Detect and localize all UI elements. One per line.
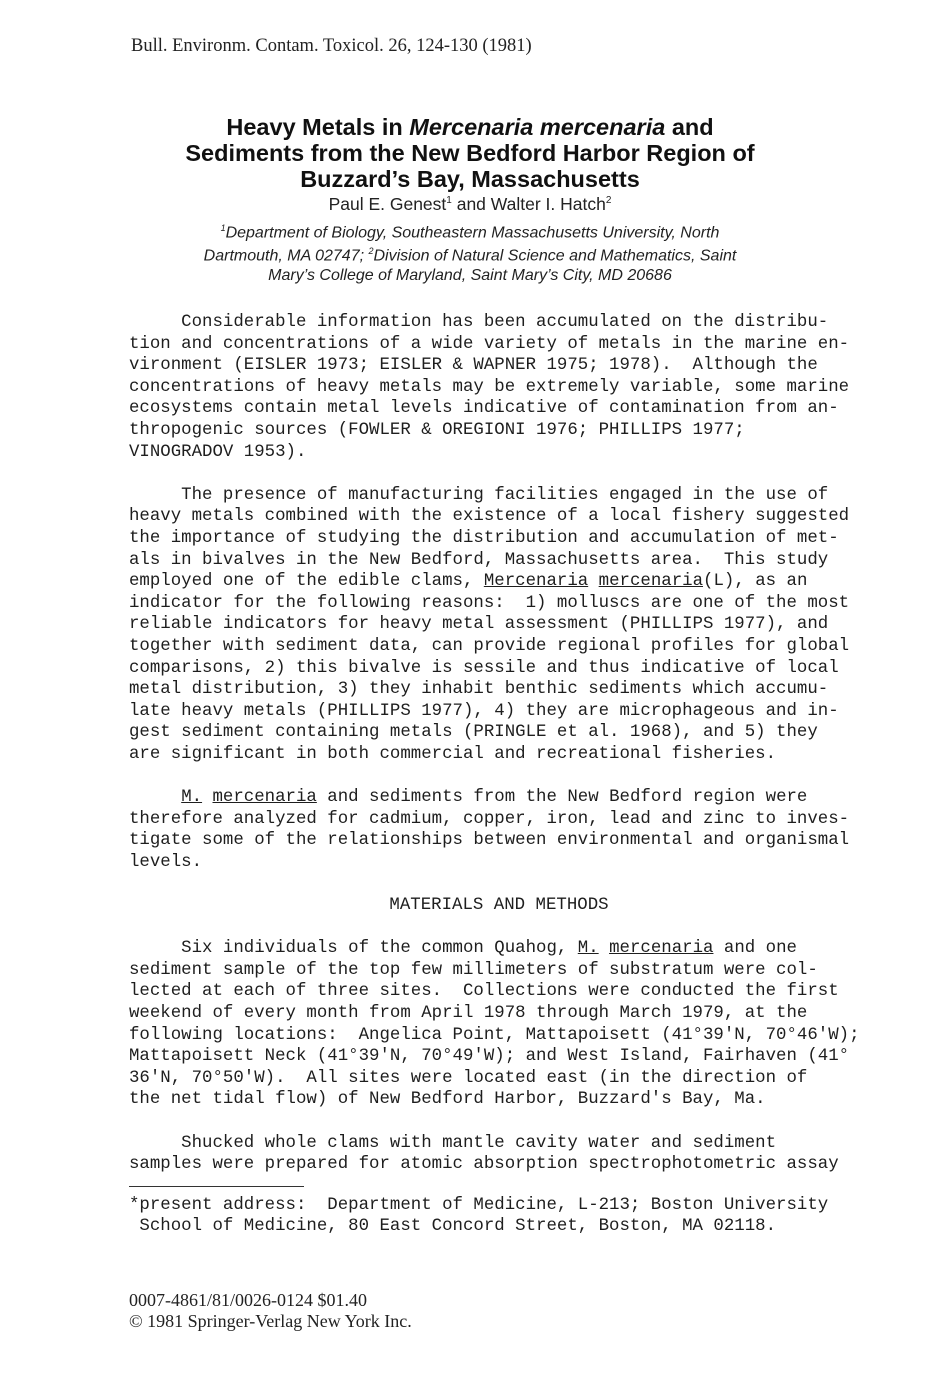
text-segment xyxy=(129,788,181,807)
text-line: heavy metals combined with the existence of a local fishery suggested xyxy=(129,507,850,527)
author-separator: and xyxy=(451,194,491,214)
text-line: Considerable information has been accumulated on the distribu- xyxy=(129,313,829,332)
author-name: Walter I. Hatch xyxy=(490,194,606,214)
author-affiliation-mark: 1 xyxy=(446,195,452,207)
text-segment xyxy=(599,939,609,958)
title-text: and xyxy=(665,114,714,140)
publication-code: 0007-4861/81/0026-0124 $01.40 xyxy=(129,1290,367,1310)
text-line: als in bivalves in the New Bedford, Massachusetts area. This study xyxy=(129,550,829,570)
text-segment: (L), as an xyxy=(703,572,808,592)
title-text: Heavy Metals in xyxy=(226,114,410,140)
text-line: late heavy metals (PHILLIPS 1977), 4) they are microphageous and in- xyxy=(129,701,839,721)
author-list xyxy=(100,194,840,215)
text-segment xyxy=(202,788,212,807)
text-segment: Six individuals of the common Quahog, xyxy=(129,939,578,959)
footnote xyxy=(129,1195,869,1238)
species-epithet: mercenaria xyxy=(212,788,317,808)
text-line: the net tidal flow) of New Bedford Harbor, Buzzard's Bay, Ma. xyxy=(129,1090,766,1110)
text-line xyxy=(129,938,869,960)
affiliation-text: Dartmouth, MA 02747; xyxy=(203,247,369,265)
article-body xyxy=(129,312,869,1238)
text-line: are significant in both commercial and recreational fisheries. xyxy=(129,744,777,764)
text-line: samples were prepared for atomic absorption spectrophotometric assay xyxy=(129,1155,839,1175)
text-line: metal distribution, 3) they inhabit benthic sediments which accumu- xyxy=(129,680,829,700)
title-species-name: Mercenaria mercenaria xyxy=(409,114,666,140)
paragraph-introduction-1 xyxy=(129,312,869,463)
text-segment: and sediments from the New Bedford region were xyxy=(316,788,808,808)
author-name: Paul E. Genest xyxy=(328,194,447,214)
affiliation-line: Mary’s College of Maryland, Saint Mary’s City, MD 20686 xyxy=(268,266,672,284)
text-line: VINOGRADOV 1953). xyxy=(129,442,307,462)
copyright-notice: © 1981 Springer-Verlag New York Inc. xyxy=(129,1311,412,1331)
text-line: The presence of manufacturing facilities engaged in the use of xyxy=(129,485,829,505)
text-line: following locations: Angelica Point, Mattapoisett (41°39'N, 70°46'W); xyxy=(129,1025,860,1045)
text-line: tion and concentrations of a wide variety of metals in the marine en- xyxy=(129,334,850,354)
title-line-3: Buzzard’s Bay, Massachusetts xyxy=(300,166,640,192)
text-line: Shucked whole clams with mantle cavity water and sediment xyxy=(129,1133,777,1153)
text-line: vironment (EISLER 1973; EISLER & WAPNER 1975; 1978). Although the xyxy=(129,356,818,376)
text-line: ecosystems contain metal levels indicative of contamination from an- xyxy=(129,399,839,419)
text-line xyxy=(129,571,869,593)
paragraph-methods-1 xyxy=(129,938,869,1111)
text-line: concentrations of heavy metals may be extremely variable, some marine xyxy=(129,377,850,397)
species-genus: Mercenaria xyxy=(483,572,589,592)
text-line: reliable indicators for heavy metal assessment (PHILLIPS 1977), and xyxy=(129,615,829,635)
text-line: tigate some of the relationships between environmental and organismal xyxy=(129,831,850,851)
text-line: the importance of studying the distribution and accumulation of met- xyxy=(129,528,839,548)
species-epithet: mercenaria xyxy=(598,572,704,592)
journal-citation: Bull. Environm. Contam. Toxicol. 26, 124-130 (1981) xyxy=(131,36,532,56)
text-segment: employed one of the edible clams, xyxy=(129,572,484,592)
footnote-line: *present address: Department of Medicine, L-213; Boston University xyxy=(129,1195,829,1215)
text-line xyxy=(129,787,869,809)
affiliation-mark: 1 xyxy=(220,223,226,233)
text-segment: and one xyxy=(713,939,797,959)
text-line: therefore analyzed for cadmium, copper, iron, lead and zinc to inves- xyxy=(129,809,850,829)
text-line: Mattapoisett Neck (41°39'N, 70°49'W); and West Island, Fairhaven (41° xyxy=(129,1047,850,1067)
species-genus: M. xyxy=(181,788,203,808)
text-segment xyxy=(588,572,598,591)
affiliations xyxy=(120,219,820,285)
text-line: gest sediment containing metals (PRINGLE et al. 1968), and 5) they xyxy=(129,723,818,743)
footnote-divider xyxy=(129,1186,304,1187)
affiliation-line xyxy=(120,219,820,242)
author-affiliation-mark: 2 xyxy=(605,195,612,207)
paragraph-methods-2 xyxy=(129,1133,869,1176)
text-line: indicator for the following reasons: 1) molluscs are one of the most xyxy=(129,593,850,613)
article-title xyxy=(100,114,840,192)
text-line: lected at each of three sites. Collections were conducted the first xyxy=(129,982,839,1002)
species-genus: M. xyxy=(577,939,599,959)
affiliation-text: Department of Biology, Southeastern Massachusetts University, North xyxy=(225,224,720,242)
footnote-line: School of Medicine, 80 East Concord Street, Boston, MA 02118. xyxy=(129,1217,777,1237)
affiliation-line xyxy=(120,242,820,265)
publication-footer xyxy=(129,1290,412,1332)
paragraph-introduction-2 xyxy=(129,485,869,766)
text-line: comparisons, 2) this bivalve is sessile and thus indicative of local xyxy=(129,658,839,678)
text-line: sediment sample of the top few millimeters of substratum were col- xyxy=(129,960,818,980)
text-line: together with sediment data, can provide regional profiles for global xyxy=(129,636,850,656)
section-heading: MATERIALS AND METHODS xyxy=(389,896,609,916)
species-epithet: mercenaria xyxy=(609,939,714,959)
paragraph-introduction-3 xyxy=(129,787,869,873)
text-line: levels. xyxy=(129,852,203,872)
title-line-1 xyxy=(100,114,840,140)
text-line: weekend of every month from April 1978 through March 1979, at the xyxy=(129,1004,808,1023)
affiliation-mark: 2 xyxy=(368,246,374,257)
text-line: 36'N, 70°50'W). All sites were located east (in the direction of xyxy=(129,1068,808,1088)
affiliation-text: Division of Natural Science and Mathematics, Saint xyxy=(373,247,737,265)
text-line: thropogenic sources (FOWLER & OREGIONI 1976; PHILLIPS 1977; xyxy=(129,420,745,440)
title-line-2: Sediments from the New Bedford Harbor Region of xyxy=(185,140,755,166)
